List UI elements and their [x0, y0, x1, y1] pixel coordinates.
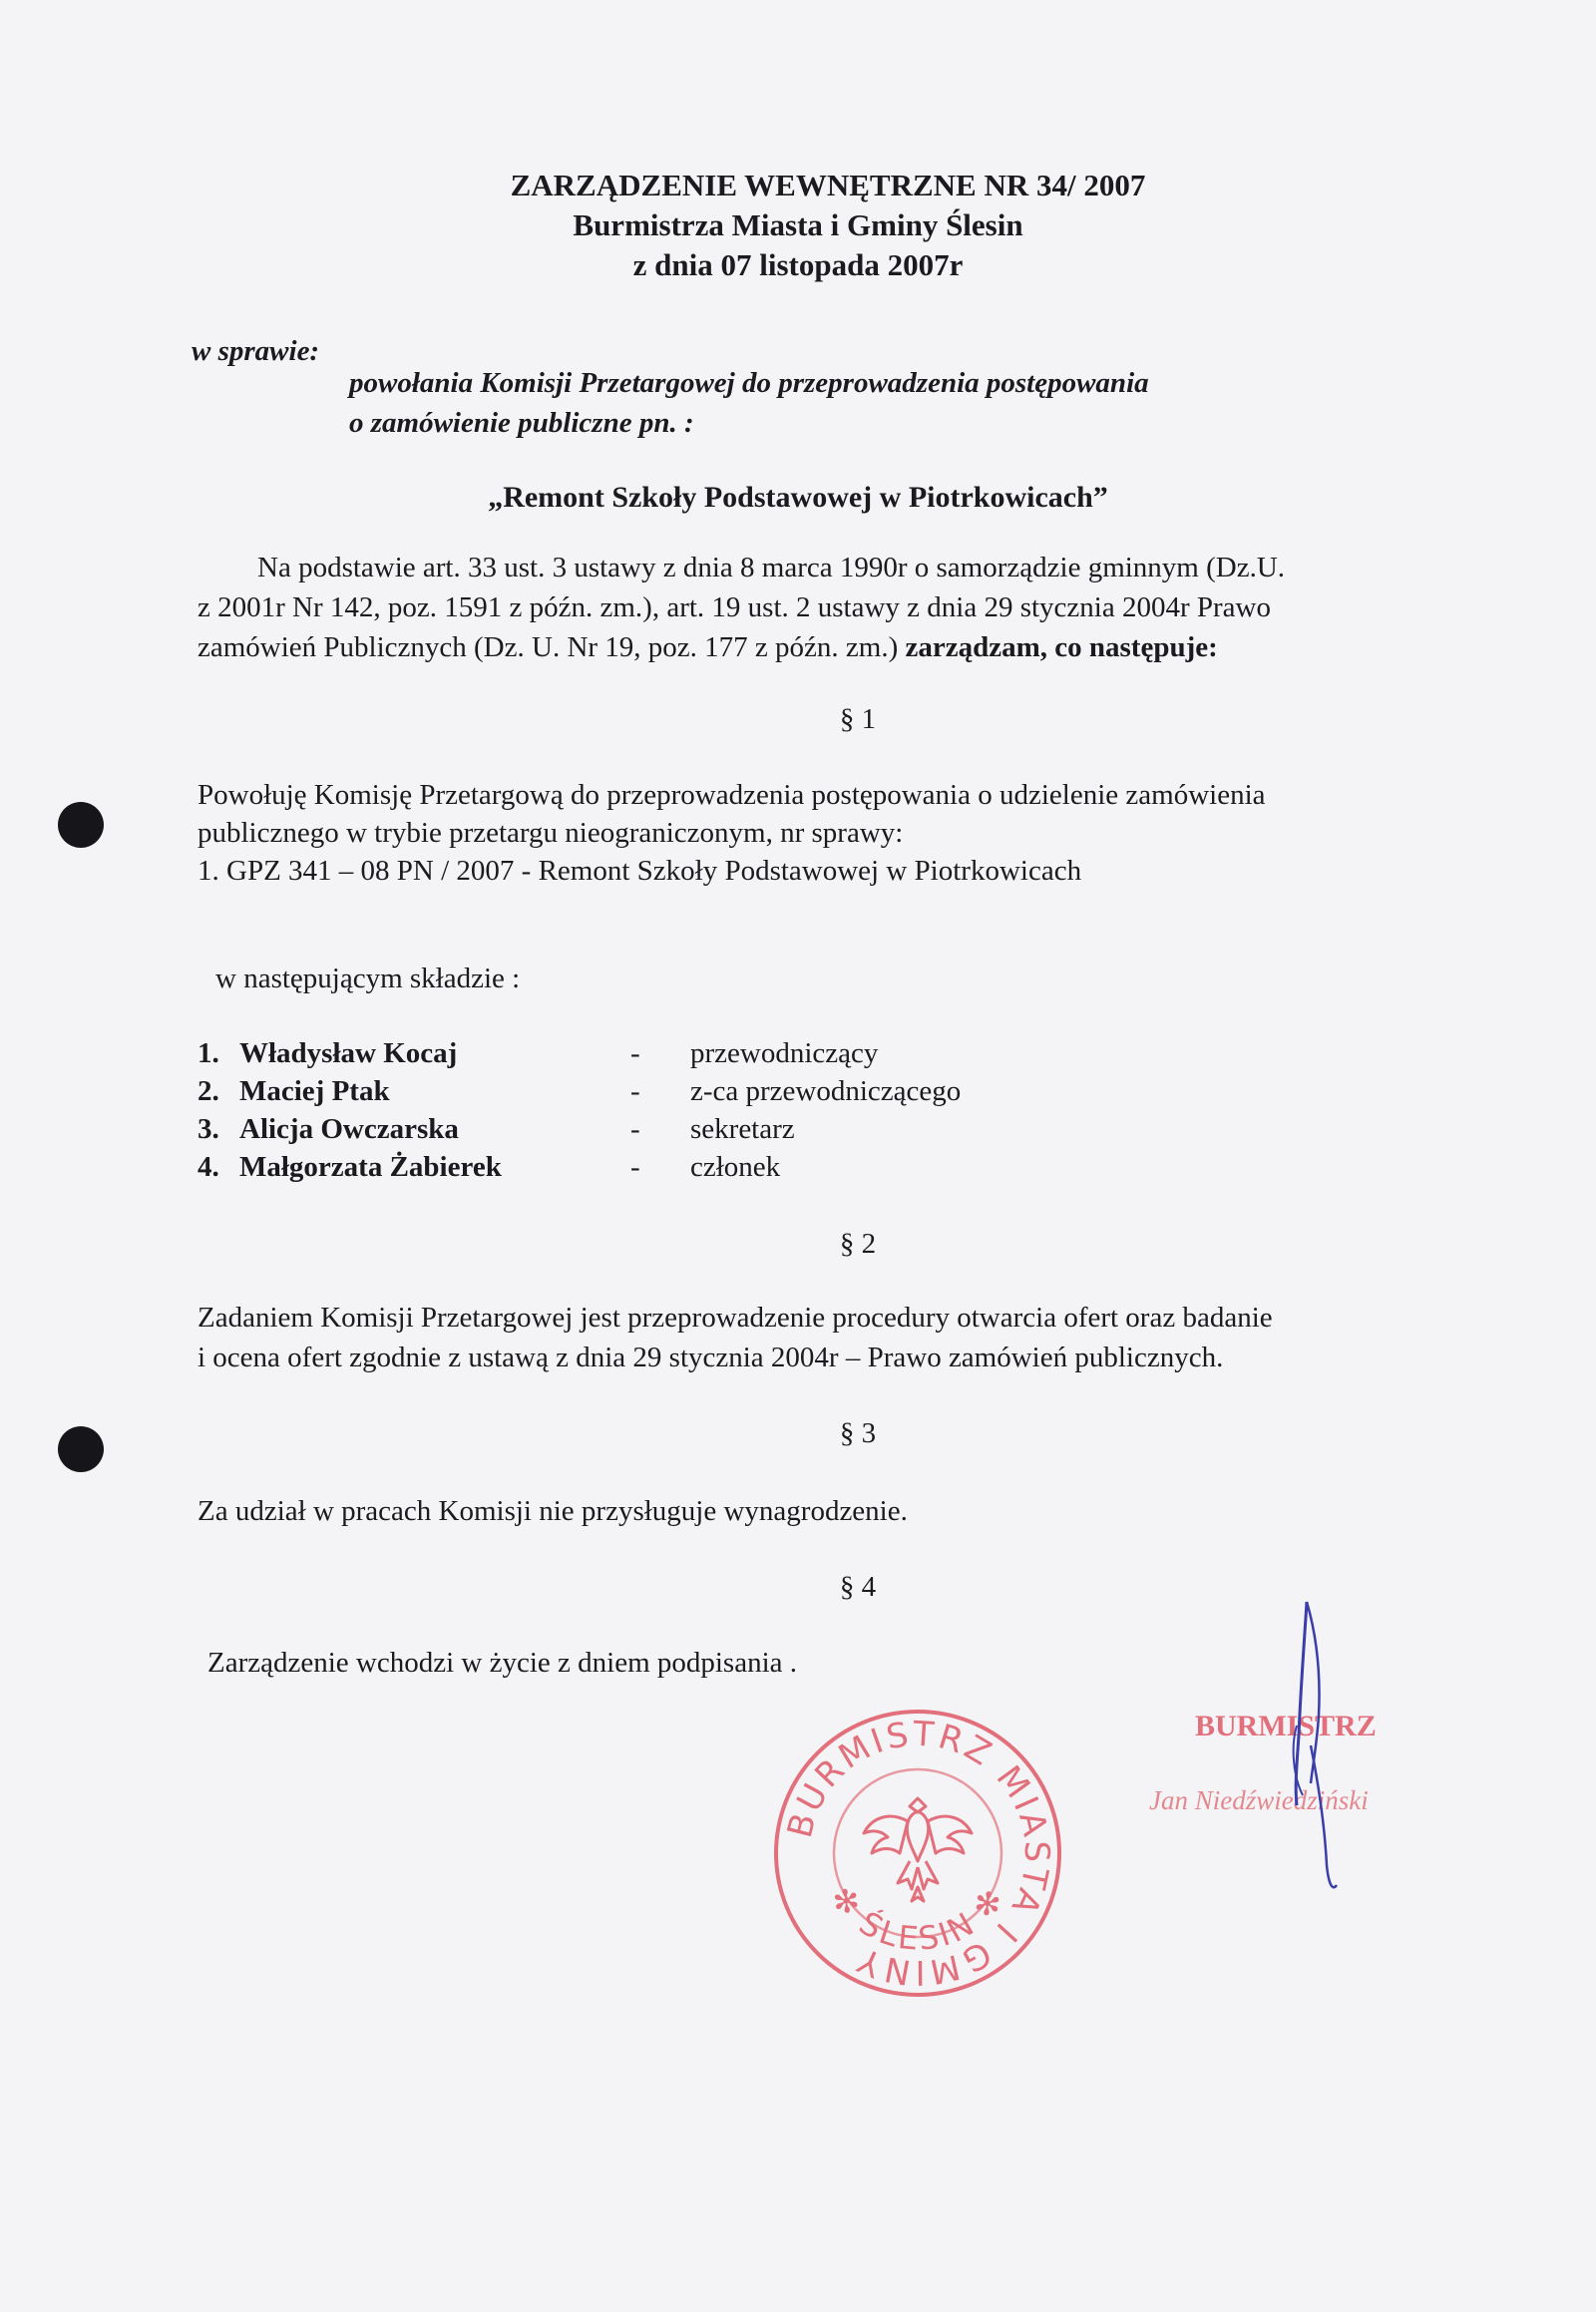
- preamble-line-1-text: Na podstawie art. 33 ust. 3 ustawy z dnia 8 marca 1990r o samorządzie gminnym (Dz.U.: [257, 552, 1286, 583]
- document-title: ZARZĄDZENIE WEWNĘTRZNE NR 34/ 2007: [510, 168, 1146, 202]
- preamble-line-1: [257, 549, 1498, 586]
- member-1-number: 1.: [198, 1037, 219, 1069]
- member-1-name: Władysław Kocaj: [239, 1037, 458, 1069]
- member-4-role: członek: [690, 1151, 781, 1183]
- issuer-line: Burmistrza Miasta i Gminy Ślesin: [573, 207, 1023, 242]
- section-1-heading: § 1: [839, 703, 877, 735]
- section-4-heading: § 4: [839, 1571, 877, 1603]
- svg-text:BURMISTRZ MIASTA I GMINY: BURMISTRZ MIASTA I GMINY: [780, 1714, 1057, 1993]
- member-2-dash: -: [630, 1075, 640, 1107]
- subject-line-1: powołania Komisji Przetargowej do przeprowadzenia postępowania: [349, 367, 1149, 399]
- par2-line-1-text: Zadaniem Komisji Przetargowej jest przeprowadzenie procedury otwarcia ofert oraz badanie: [198, 1302, 1273, 1334]
- member-3-number: 3.: [198, 1113, 219, 1145]
- par1-line-2: publicznego w trybie przetargu nieograniczonym, nr sprawy:: [198, 817, 904, 849]
- member-2-name: Maciej Ptak: [239, 1075, 390, 1107]
- member-1-dash: -: [630, 1037, 640, 1069]
- member-2-number: 2.: [198, 1075, 219, 1107]
- member-4-name: Małgorzata Żabierek: [239, 1151, 502, 1183]
- official-stamp: [768, 1704, 1067, 2003]
- handwritten-signature: [1267, 1596, 1377, 1895]
- punch-hole-top: [58, 802, 104, 848]
- member-4-number: 4.: [198, 1151, 219, 1183]
- eagle-emblem-icon: [864, 1798, 972, 1901]
- subject-line-2: o zamówienie publiczne pn. :: [349, 407, 694, 439]
- project-title: „Remont Szkoły Podstawowej w Piotrkowicach”: [488, 481, 1108, 514]
- preamble-line-3: [198, 628, 1218, 666]
- par1-line-1: Powołuję Komisję Przetargową do przeprowadzenia postępowania o udzielenie zamówienia: [198, 779, 1266, 811]
- par2-line-2: i ocena ofert zgodnie z ustawą z dnia 29 stycznia 2004r – Prawo zamówień publicznych.: [198, 1342, 1224, 1373]
- signatory-name: Jan Niedźwiedziński: [1149, 1785, 1369, 1815]
- par2-line-1: [198, 1299, 1498, 1337]
- member-4-dash: -: [630, 1151, 640, 1183]
- section-3-heading: § 3: [839, 1417, 877, 1449]
- signatory-title: BURMISTRZ: [1195, 1710, 1377, 1742]
- section-2-heading: § 2: [839, 1228, 877, 1260]
- decree-phrase: zarządzam, co następuje:: [905, 631, 1218, 663]
- member-2-role: z-ca przewodniczącego: [690, 1075, 962, 1107]
- date-line: z dnia 07 listopada 2007r: [632, 247, 964, 282]
- composition-intro: w następującym składzie :: [215, 963, 521, 994]
- par3-text: Za udział w pracach Komisji nie przysługuje wynagrodzenie.: [198, 1495, 908, 1527]
- preamble-line-2: z 2001r Nr 142, poz. 1591 z późn. zm.), art. 19 ust. 2 ustawy z dnia 29 stycznia 2004r Prawo: [198, 591, 1271, 623]
- par1-case-number: 1. GPZ 341 – 08 PN / 2007 - Remont Szkoły Podstawowej w Piotrkowicach: [198, 855, 1082, 887]
- member-1-role: przewodniczący: [690, 1037, 879, 1069]
- subject-label: w sprawie:: [192, 335, 320, 367]
- svg-text:✻ ŚLESIN ✻: ✻ ŚLESIN ✻: [822, 1879, 1013, 1959]
- member-3-role: sekretarz: [690, 1113, 795, 1145]
- par4-text: Zarządzenie wchodzi w życie z dniem podpisania .: [207, 1647, 798, 1679]
- member-3-dash: -: [630, 1113, 640, 1145]
- preamble-line-3-text: zamówień Publicznych (Dz. U. Nr 19, poz. 177 z późn. zm.): [198, 631, 906, 663]
- member-3-name: Alicja Owczarska: [239, 1113, 459, 1145]
